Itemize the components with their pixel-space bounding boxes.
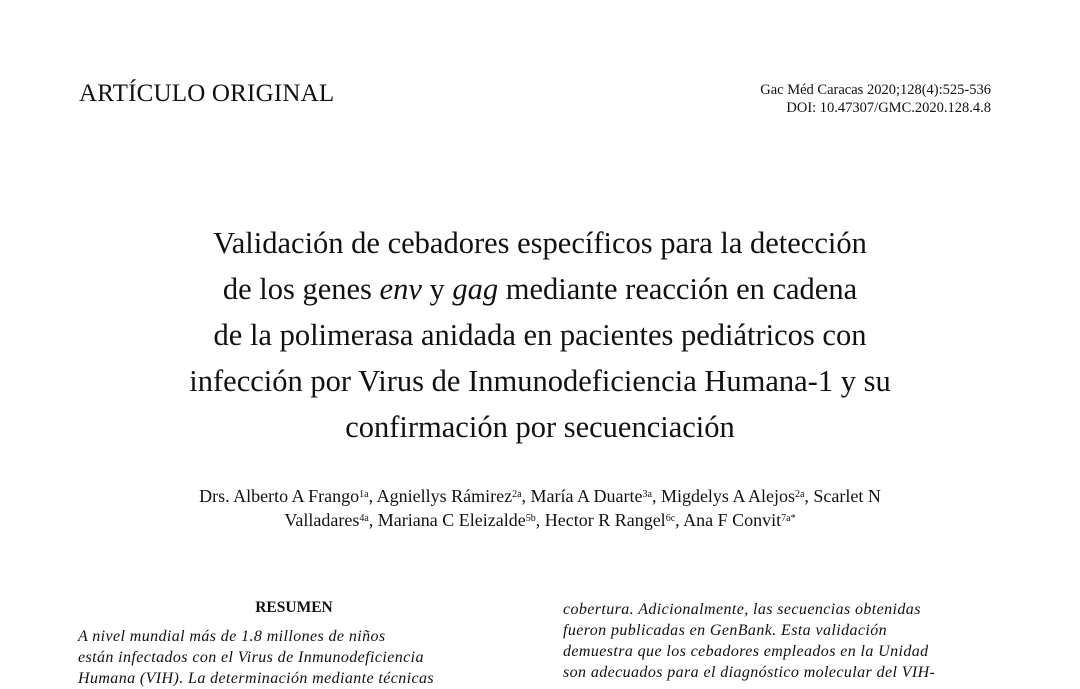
abstract-line: están infectados con el Virus de Inmunodeficiencia	[78, 649, 424, 666]
title-line	[70, 266, 1010, 312]
abstract-line: fueron publicadas en GenBank. Esta validación	[563, 622, 888, 639]
doi: DOI: 10.47307/GMC.2020.128.4.8	[786, 100, 991, 116]
author-name: Hector R Rangel	[544, 510, 666, 530]
gene-name-env: env	[379, 272, 422, 306]
affiliation-marker: 7a*	[781, 513, 796, 524]
abstract-line: A nivel mundial más de 1.8 millones de niños	[78, 628, 386, 645]
citation-block	[760, 81, 991, 117]
abstract-column-left	[78, 626, 512, 689]
title-line: infección por Virus de Inmunodeficiencia Humana-1 y su	[189, 364, 891, 398]
author-name: Mariana C Eleizalde	[377, 510, 526, 530]
author-list	[70, 484, 1010, 532]
author-name: Migdelys A Alejos	[660, 486, 795, 506]
author-name: Scarlet N	[813, 486, 881, 506]
affiliation-marker: 4a	[359, 513, 369, 524]
journal-reference: Gac Méd Caracas 2020;128(4):525-536	[760, 82, 991, 98]
abstract-column-right	[563, 599, 995, 683]
title-text: mediante reacción en cadena	[498, 272, 858, 306]
author-line: Drs. Alberto A Frango$^{1a}$, Agniellys Rámirez$^{2a}$, María A Duarte$^{3a}$, Migdelys A Alejos$^{2a}$, Scarlet N	[199, 486, 881, 506]
author-line: Valladares$^{4a}$, Mariana C Eleizalde$^{5b}$, Hector R Rangel$^{6c}$, Ana F Convit$^{7a*}$	[284, 510, 796, 530]
author-name: Agniellys Rámirez	[376, 486, 513, 506]
affiliation-marker: 2a	[512, 489, 522, 500]
title-text: de los genes	[222, 272, 380, 306]
author-name: Valladares	[284, 510, 360, 530]
gene-name-gag: gag	[452, 272, 499, 306]
author-name: María A Duarte	[530, 486, 643, 506]
title-text: y	[421, 272, 453, 306]
affiliation-marker: 6c	[665, 513, 676, 524]
article-type-label: ARTÍCULO ORIGINAL	[79, 80, 335, 107]
affiliation-marker: 1a	[359, 489, 369, 500]
abstract-heading: RESUMEN	[255, 599, 333, 616]
abstract-line: cobertura. Adicionalmente, las secuencias obtenidas	[563, 601, 921, 618]
affiliation-marker: 3a	[642, 489, 652, 500]
author-prefix: Drs.	[199, 486, 234, 506]
author-name: Ana F Convit	[683, 510, 782, 530]
article-title	[70, 220, 1010, 450]
title-line: de la polimerasa anidada en pacientes pediátricos con	[213, 318, 867, 352]
author-name: Alberto A Frango	[233, 486, 360, 506]
abstract-line: son adecuados para el diagnóstico molecular del VIH-	[563, 664, 936, 681]
abstract-line: Humana (VIH). La determinación mediante técnicas	[78, 670, 435, 687]
title-line: confirmación por secuenciación	[345, 410, 735, 444]
affiliation-marker: 2a	[794, 489, 805, 500]
abstract-line: demuestra que los cebadores empleados en la Unidad	[563, 643, 929, 660]
affiliation-marker: 5b	[525, 513, 536, 524]
title-line: Validación de cebadores específicos para la detección	[213, 226, 867, 260]
